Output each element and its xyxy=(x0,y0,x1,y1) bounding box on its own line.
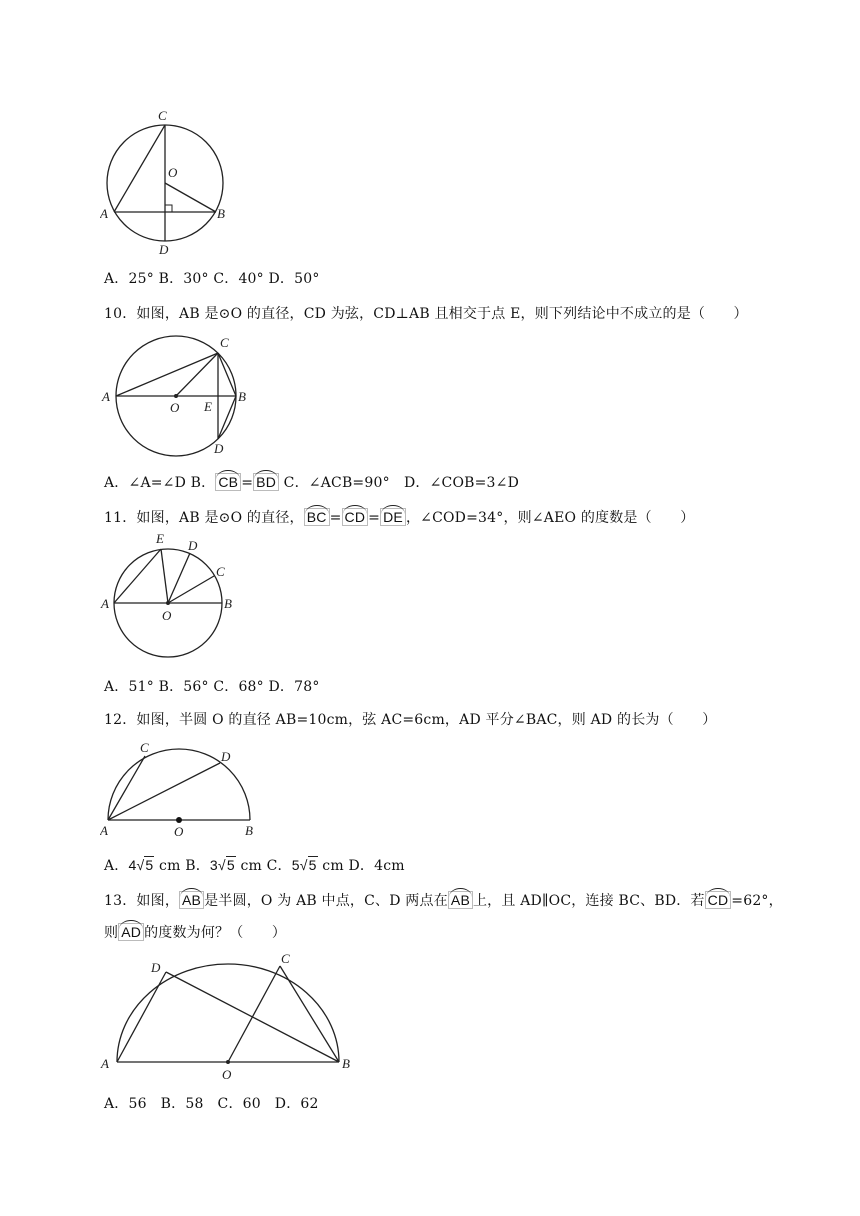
q13-pre: 13．如图， xyxy=(104,893,180,909)
q13-options: A．56 B．58 C．60 D．62 xyxy=(104,1096,319,1112)
q11-arc-de: DE xyxy=(380,508,406,526)
q10-line-ac xyxy=(116,353,218,396)
q13-label-b: B xyxy=(342,1056,350,1071)
q9-label-o: O xyxy=(168,165,178,180)
q12-label-o: O xyxy=(174,824,184,839)
q11-line-od xyxy=(168,553,190,603)
q11-text-pre: 11．如图，AB 是⊙O 的直径， xyxy=(104,510,304,526)
q12-center-dot xyxy=(176,817,182,823)
q10-label-c: C xyxy=(220,335,229,350)
q11-line-oe xyxy=(161,549,168,603)
q9-label-a: A xyxy=(100,206,108,221)
q12-opt-a-label: A． xyxy=(104,858,129,874)
q13-label-c: C xyxy=(281,951,290,966)
q10-line-oc xyxy=(176,353,218,396)
q12-question: 12．如图，半圆 O 的直径 AB=10cm，弦 AC=6cm，AD 平分∠BAC，则 AD 的长为（ ） xyxy=(104,712,717,728)
q12-label-a: A xyxy=(100,823,108,838)
q9-figure xyxy=(100,108,230,258)
q13-mid1: 是半圆，O 为 AB 中点，C、D 两点在 xyxy=(204,893,448,909)
q13-post1: =62°， xyxy=(731,893,783,909)
q11-text-post: ，∠COD=34°，则∠AEO 的度数是（ ） xyxy=(405,510,695,526)
q11-figure xyxy=(100,532,250,662)
q11-line-oc xyxy=(168,576,214,603)
q9-label-d: D xyxy=(159,242,169,257)
q10-arc-cb: CB xyxy=(215,473,241,491)
q13-line-cb xyxy=(280,966,339,1062)
q10-label-d: D xyxy=(214,441,224,456)
q13-arc-ab2: AB xyxy=(448,891,473,909)
q12-opt-a-value: 4√5 xyxy=(128,857,154,873)
q13-arc-ad: AD xyxy=(118,923,144,941)
q11-arc-bc: BC xyxy=(304,508,330,526)
q12-opt-c-coef: 5 xyxy=(291,857,300,873)
q12-opt-c-rad: 5 xyxy=(308,857,317,873)
q11-label-c: C xyxy=(216,564,225,579)
q12-figure xyxy=(100,736,260,842)
q13-arc-ab: AB xyxy=(179,891,204,909)
q12-opt-a-coef: 4 xyxy=(128,857,137,873)
q12-opt-c-value: 5√5 xyxy=(291,857,317,873)
q12-options xyxy=(104,855,405,875)
q9-line-ob xyxy=(165,183,216,212)
q12-opt-a-rad: 5 xyxy=(145,857,154,873)
q10-label-a: A xyxy=(102,389,110,404)
q13-figure xyxy=(100,948,360,1080)
q11-eq2: = xyxy=(368,510,381,526)
q11-eq1: = xyxy=(329,510,342,526)
q10-arc-bd: BD xyxy=(253,473,279,491)
q12-opt-d-label: cm D．4cm xyxy=(317,858,405,874)
q13-question-line2 xyxy=(104,922,286,942)
q12-opt-b-label: cm B． xyxy=(154,858,210,874)
q10-line-cb xyxy=(218,353,236,396)
q10-center-dot xyxy=(174,394,178,398)
q12-label-c: C xyxy=(140,740,149,755)
q13-center-dot xyxy=(226,1060,230,1064)
q12-opt-c-label: cm C． xyxy=(235,858,292,874)
q13-mid2: 上，且 AD∥OC，连接 BC、BD．若 xyxy=(472,893,705,909)
q10-line-bd xyxy=(218,396,236,439)
q11-label-e: E xyxy=(156,532,164,546)
q10-eq: = xyxy=(241,475,254,491)
q11-label-o: O xyxy=(162,608,172,623)
q13-label-a: A xyxy=(101,1056,109,1071)
q11-label-b: B xyxy=(224,596,232,611)
q10-opt-a: A．∠A=∠D B． xyxy=(104,475,216,491)
q11-label-a: A xyxy=(101,596,109,611)
q11-arc-cd: CD xyxy=(342,508,369,526)
q13-line2-pre: 则 xyxy=(104,925,119,941)
q11-question xyxy=(104,507,694,527)
q12-opt-b-rad: 5 xyxy=(226,857,235,873)
q9-right-angle xyxy=(165,205,172,212)
q10-options xyxy=(104,472,519,492)
q11-label-d: D xyxy=(188,538,198,553)
q12-label-d: D xyxy=(221,749,231,764)
q12-opt-b-value: 3√5 xyxy=(209,857,235,873)
q10-label-b: B xyxy=(238,389,246,404)
q11-center-dot xyxy=(166,601,170,605)
q9-label-b: B xyxy=(217,206,225,221)
q13-label-o: O xyxy=(222,1067,232,1080)
q12-label-b: B xyxy=(245,823,253,838)
q11-options: A．51° B．56° C．68° D．78° xyxy=(104,679,320,695)
q10-label-o: O xyxy=(170,400,180,415)
q13-line-oc xyxy=(228,966,280,1062)
q10-label-e: E xyxy=(204,399,212,414)
q9-line-ca xyxy=(114,125,165,212)
q13-semicircle xyxy=(117,964,339,1062)
q13-line-ad xyxy=(117,972,166,1062)
q13-label-d: D xyxy=(151,960,161,975)
q10-figure xyxy=(100,332,260,458)
q9-options: A．25° B．30° C．40° D．50° xyxy=(104,271,320,287)
q12-opt-b-coef: 3 xyxy=(209,857,218,873)
q13-line2-post: 的度数为何？（ ） xyxy=(144,925,287,941)
q10-opt-cd: C．∠ACB=90° D．∠COB=3∠D xyxy=(279,475,520,491)
q13-question-line1 xyxy=(104,890,783,910)
q10-question: 10．如图，AB 是⊙O 的直径，CD 为弦，CD⊥AB 且相交于点 E，则下列结论中不成立的是（ ） xyxy=(104,306,748,322)
q9-label-c: C xyxy=(158,108,167,123)
q13-arc-cd: CD xyxy=(705,891,732,909)
